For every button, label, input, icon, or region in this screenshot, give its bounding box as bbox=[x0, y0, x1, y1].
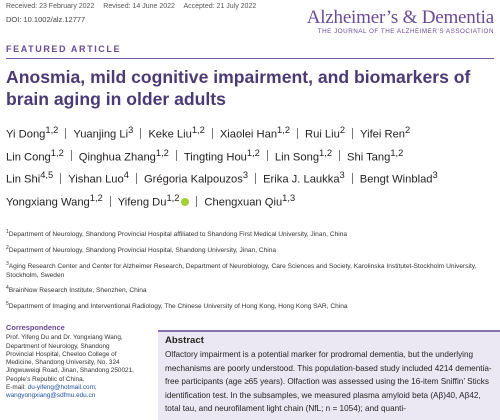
author-affiliation-marker[interactable]: 4 bbox=[123, 170, 129, 181]
author-separator bbox=[212, 128, 213, 139]
affiliation-item bbox=[6, 260, 494, 280]
author-name[interactable]: Yifeng Du bbox=[117, 196, 167, 209]
author-name[interactable]: Xiaolei Han bbox=[219, 128, 278, 141]
author-name[interactable]: Chengxuan Qiu bbox=[204, 196, 283, 209]
affiliation-text: Aging Research Center and Center for Alzheimer Research, Department of Neurobiology, Care Sciences and Society, Karolinska Institutet-Stockholm University, Stockholm, Sweden bbox=[6, 263, 477, 279]
correspondence-line: People’s Republic of China. bbox=[6, 375, 85, 383]
author-separator bbox=[297, 128, 298, 139]
author-affiliation-marker[interactable]: 1,2 bbox=[390, 147, 404, 158]
affiliation-item bbox=[6, 228, 494, 240]
author-separator bbox=[140, 128, 141, 139]
author-name[interactable]: Lin Shi bbox=[6, 174, 41, 187]
affiliation-text: Department of Neurology, Shandong Provincial Hospital, Shandong University, Jinan, China bbox=[8, 247, 277, 255]
author-name[interactable]: Yishan Luo bbox=[68, 174, 124, 187]
orcid-icon[interactable] bbox=[181, 198, 189, 206]
author-name[interactable]: Yi Dong bbox=[6, 128, 46, 141]
author-name[interactable]: Qinghua Zhang bbox=[78, 151, 156, 164]
author-affiliation-marker[interactable]: 3 bbox=[339, 170, 345, 181]
author-affiliation-marker[interactable]: 3 bbox=[242, 170, 249, 181]
email-link-wang[interactable]: wangyongxiang@sdfmu.edu.cn bbox=[6, 392, 96, 400]
doi-link[interactable]: DOI: 10.1002/alz.12777 bbox=[6, 15, 86, 24]
author-affiliation-marker[interactable]: 3 bbox=[128, 125, 134, 135]
correspondence-block bbox=[6, 324, 154, 401]
author-separator bbox=[352, 128, 353, 139]
author-row bbox=[6, 121, 498, 144]
correspondence-line: Department of Neurology, Shandong bbox=[6, 342, 110, 350]
author-name[interactable]: Yongxiang Wang bbox=[6, 196, 90, 209]
author-name[interactable]: Yuanjing Li bbox=[73, 128, 129, 141]
correspondence-line: Provincial Hospital, Cheeloo College of bbox=[6, 350, 117, 358]
article-type-label: FEATURED ARTICLE bbox=[6, 44, 122, 54]
article-dates bbox=[6, 3, 263, 10]
accepted-date: Accepted: 21 July 2022 bbox=[183, 3, 257, 10]
author-name[interactable]: Lin Song bbox=[274, 151, 320, 164]
affiliation-number: 1 bbox=[6, 229, 9, 235]
journal-subtitle: THE JOURNAL OF THE ALZHEIMER’S ASSOCIATION bbox=[317, 28, 494, 35]
affiliation-text: Department of Neurology, Shandong Provincial Hospital affiliated to Shandong First Medical University, Jinan, China bbox=[8, 231, 348, 239]
affiliation-number: 3 bbox=[6, 260, 9, 267]
author-name[interactable]: Erika J. Laukka bbox=[263, 174, 340, 187]
affiliation-list bbox=[6, 228, 494, 316]
correspondence-heading: Correspondence bbox=[6, 323, 65, 332]
author-affiliation-marker[interactable]: 1,2 bbox=[277, 125, 291, 135]
author-affiliation-marker[interactable]: 2 bbox=[339, 125, 346, 135]
correspondence-line: Jingwuweiqi Road, Jinan, Shandong 250021, bbox=[6, 367, 134, 375]
affiliation-text: BrainNow Research Institute, Shenzhen, China bbox=[8, 287, 147, 295]
correspondence-line: Prof. Yifeng Du and Dr. Yongxiang Wang, bbox=[6, 334, 123, 342]
affiliation-item bbox=[6, 244, 494, 256]
author-name[interactable]: Shi Tang bbox=[347, 151, 391, 164]
author-row bbox=[6, 166, 498, 189]
correspondence-line: Medicine, Shandong University, No. 324 bbox=[6, 359, 120, 367]
author-affiliation-marker[interactable]: 1,2 bbox=[89, 193, 103, 204]
author-affiliation-marker[interactable]: 1,2 bbox=[319, 147, 333, 158]
affiliation-number: 4 bbox=[6, 285, 9, 292]
author-affiliation-marker[interactable]: 1,2 bbox=[155, 147, 169, 158]
abstract-heading: Abstract bbox=[165, 335, 204, 346]
author-affiliation-marker[interactable]: 1,2 bbox=[246, 147, 260, 158]
abstract-box bbox=[158, 330, 500, 420]
author-affiliation-marker[interactable]: 1,2 bbox=[166, 193, 180, 204]
author-separator bbox=[196, 196, 197, 207]
author-separator bbox=[60, 173, 61, 184]
affiliation-item bbox=[6, 284, 494, 296]
author-separator bbox=[267, 150, 268, 161]
author-affiliation-marker[interactable]: 1,2 bbox=[50, 147, 64, 158]
email-link-du[interactable]: du-yifeng@hotmail.com bbox=[27, 384, 95, 392]
author-affiliation-marker[interactable]: 1,2 bbox=[191, 125, 205, 135]
author-separator bbox=[110, 196, 111, 207]
author-list bbox=[6, 121, 498, 212]
author-affiliation-marker[interactable]: 1,3 bbox=[282, 193, 296, 204]
author-name[interactable]: Grégoria Kalpouzos bbox=[143, 174, 243, 187]
affiliation-text: Department of Imaging and Interventional Radiology, The Chinese University of Hong Kong, Hong Kong SAR, China bbox=[8, 303, 348, 311]
author-row bbox=[6, 189, 498, 212]
author-separator bbox=[352, 173, 353, 184]
journal-logo[interactable] bbox=[307, 7, 494, 35]
author-affiliation-marker[interactable]: 4,5 bbox=[40, 170, 54, 181]
article-title: Anosmia, mild cognitive impairment, and biomarkers of brain aging in older adults bbox=[6, 67, 471, 109]
author-separator bbox=[136, 173, 137, 184]
author-separator bbox=[71, 150, 72, 161]
author-name[interactable]: Tingting Hou bbox=[183, 151, 247, 164]
affiliation-item bbox=[6, 300, 494, 312]
author-separator bbox=[65, 128, 66, 139]
author-separator bbox=[339, 150, 340, 161]
author-name[interactable]: Bengt Winblad bbox=[359, 174, 433, 187]
author-affiliation-marker[interactable]: 1,2 bbox=[45, 125, 59, 135]
affiliation-number: 5 bbox=[6, 301, 9, 308]
author-name[interactable]: Lin Cong bbox=[6, 151, 51, 164]
author-name[interactable]: Keke Liu bbox=[148, 128, 192, 141]
journal-name: Alzheimer’s & Dementia bbox=[306, 7, 494, 28]
email-label: E-mail: bbox=[6, 384, 28, 392]
author-name[interactable]: Rui Liu bbox=[305, 128, 340, 141]
author-affiliation-marker[interactable]: 2 bbox=[405, 125, 411, 135]
correspondence-emails: E-mail: du-yifeng@hotmail.com; bbox=[6, 384, 97, 392]
header-divider bbox=[6, 58, 494, 59]
correspondence-address bbox=[6, 334, 154, 384]
author-name[interactable]: Yifei Ren bbox=[360, 128, 406, 141]
author-separator bbox=[255, 173, 256, 184]
author-separator bbox=[176, 150, 177, 161]
revised-date: Revised: 14 June 2022 bbox=[103, 3, 175, 10]
received-date: Received: 23 February 2022 bbox=[6, 3, 95, 10]
author-row bbox=[6, 144, 498, 167]
abstract-text: Olfactory impairment is a potential marker for prodromal dementia, but the underlying mechanisms are poorly understood. This population-based study included 4214 dementia-free participants (age ≥65 years). Olfaction was assessed using the 16-item Sniffin’ Sticks identification test. In the subsamples, we measured plasma amyloid beta (Aβ)40, Aβ42, total tau, and neurofilament light chain (NfL; n = 1054); and quanti- bbox=[165, 350, 492, 414]
affiliation-number: 2 bbox=[6, 244, 9, 251]
author-affiliation-marker[interactable]: 3 bbox=[432, 170, 438, 181]
